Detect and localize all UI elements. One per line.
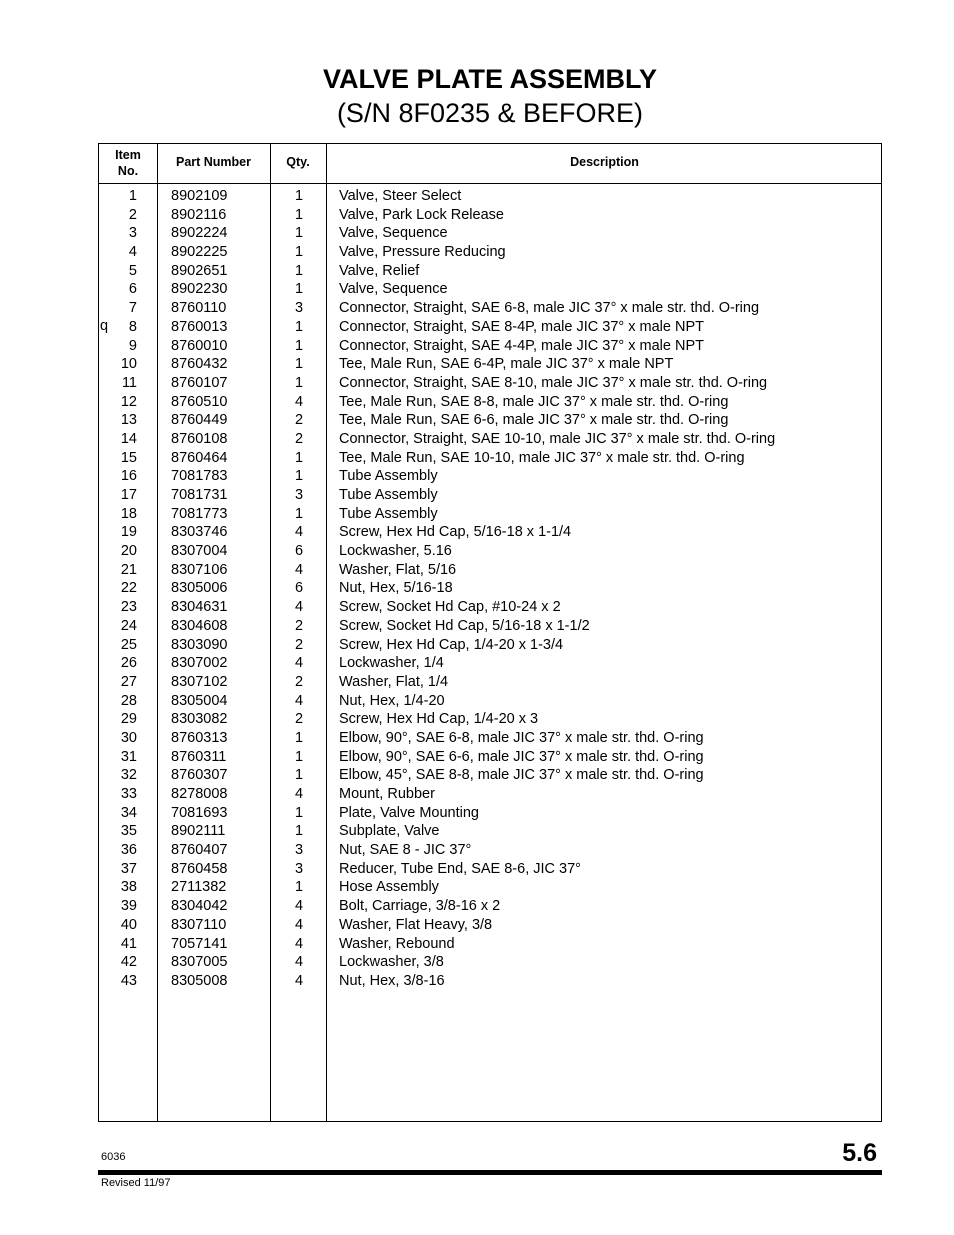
part-number: 8760108 <box>171 430 228 447</box>
quantity: 1 <box>294 206 304 223</box>
quantity: 1 <box>294 356 304 373</box>
part-number: 2711382 <box>171 879 227 896</box>
description: Washer, Flat, 5/16 <box>339 561 457 578</box>
part-number: 8760432 <box>171 356 228 373</box>
table-row <box>99 505 881 524</box>
header-description: Description <box>570 155 639 169</box>
revision-date: Revised 11/97 <box>101 1177 171 1189</box>
part-number: 7081773 <box>171 505 228 522</box>
description: Bolt, Carriage, 3/8-16 x 2 <box>339 898 501 915</box>
part-number: 8307106 <box>171 561 228 578</box>
description: Nut, SAE 8 - JIC 37° <box>339 842 472 859</box>
table-row <box>99 897 881 916</box>
item-number: 39 <box>120 898 137 915</box>
part-number: 8303090 <box>171 636 228 653</box>
description: Hose Assembly <box>339 879 439 896</box>
part-number: 8307004 <box>171 543 228 560</box>
table-row <box>99 785 881 804</box>
table-row <box>99 841 881 860</box>
table-row <box>99 822 881 841</box>
table-row <box>99 617 881 636</box>
quantity: 4 <box>294 786 304 802</box>
description: Washer, Rebound <box>339 935 455 952</box>
part-number: 8760458 <box>171 860 228 877</box>
header-item-no <box>99 147 157 179</box>
table-row <box>99 766 881 785</box>
part-number: 8307102 <box>171 673 228 690</box>
item-number: 16 <box>120 468 137 485</box>
description: Tube Assembly <box>339 468 438 485</box>
item-number: 3 <box>128 225 137 242</box>
item-number: 9 <box>128 337 137 354</box>
table-row <box>99 673 881 692</box>
item-number: 19 <box>120 524 137 541</box>
description: Connector, Straight, SAE 8-10, male JIC 37° x male str. thd. O-ring <box>339 374 768 391</box>
table-row <box>99 355 881 374</box>
quantity: 4 <box>294 898 304 915</box>
header-qty: Qty. <box>286 155 310 169</box>
item-number: 31 <box>120 748 137 765</box>
header-part-number: Part Number <box>175 155 252 169</box>
table-row <box>99 878 881 897</box>
part-number: 7057141 <box>171 935 228 952</box>
quantity: 2 <box>294 412 304 429</box>
description: Elbow, 45°, SAE 8-8, male JIC 37° x male str. thd. O-ring <box>339 767 704 784</box>
part-number: 7081693 <box>171 804 228 821</box>
table-row <box>99 692 881 711</box>
description: Lockwasher, 3/8 <box>339 954 444 971</box>
description: Tee, Male Run, SAE 8-8, male JIC 37° x male str. thd. O-ring <box>339 393 729 410</box>
quantity: 1 <box>294 823 304 840</box>
table-row <box>99 804 881 823</box>
description: Lockwasher, 5.16 <box>339 543 452 560</box>
description: Plate, Valve Mounting <box>339 804 479 821</box>
quantity: 4 <box>294 561 304 578</box>
table-row <box>99 430 881 449</box>
part-number: 8902109 <box>171 188 228 204</box>
item-number: 33 <box>120 786 137 802</box>
quantity: 1 <box>294 225 304 242</box>
part-number: 8304631 <box>171 599 228 616</box>
quantity: 4 <box>294 655 304 672</box>
table-row <box>99 299 881 318</box>
table-row <box>99 935 881 954</box>
table-row <box>99 393 881 412</box>
quantity: 1 <box>294 729 304 746</box>
item-number: 27 <box>120 673 137 690</box>
page-subtitle: (S/N 8F0235 & BEFORE) <box>336 98 644 128</box>
part-number: 8760313 <box>171 729 228 746</box>
description: Valve, Sequence <box>339 225 448 242</box>
header-divider <box>99 183 881 184</box>
quantity: 3 <box>294 487 304 503</box>
table-row <box>99 748 881 767</box>
part-number: 8902111 <box>171 823 226 840</box>
part-number: 8902224 <box>171 225 228 242</box>
quantity: 4 <box>294 954 304 971</box>
description: Mount, Rubber <box>339 786 435 802</box>
table-row <box>99 916 881 935</box>
item-number: 25 <box>120 636 137 653</box>
table-row <box>99 262 881 281</box>
item-number: 43 <box>120 972 137 989</box>
quantity: 4 <box>294 393 304 410</box>
table-row <box>99 318 881 337</box>
item-number: 2 <box>128 206 137 223</box>
part-number: 8760449 <box>171 412 228 429</box>
table-row <box>99 598 881 617</box>
part-number: 8304042 <box>171 898 228 915</box>
item-number: 15 <box>120 449 137 466</box>
item-number: 20 <box>120 543 137 560</box>
quantity: 2 <box>294 430 304 447</box>
table-row <box>99 449 881 468</box>
item-number: 41 <box>120 935 137 952</box>
quantity: 1 <box>294 244 304 261</box>
document-number: 6036 <box>101 1151 126 1163</box>
description: Valve, Sequence <box>339 281 448 298</box>
row-marker: q <box>100 318 109 334</box>
part-number: 8902651 <box>171 262 228 279</box>
table-row <box>99 486 881 505</box>
part-number: 8303746 <box>171 524 228 541</box>
quantity: 1 <box>294 188 304 204</box>
quantity: 6 <box>294 580 304 597</box>
description: Subplate, Valve <box>339 823 440 840</box>
table-row <box>99 411 881 430</box>
table-row <box>99 561 881 580</box>
table-row <box>99 710 881 729</box>
table-row <box>99 337 881 356</box>
quantity: 4 <box>294 972 304 989</box>
description: Screw, Socket Hd Cap, #10-24 x 2 <box>339 599 561 616</box>
item-number: 11 <box>121 374 137 391</box>
description: Tee, Male Run, SAE 6-6, male JIC 37° x male str. thd. O-ring <box>339 412 729 429</box>
table-row <box>99 243 881 262</box>
item-number: 18 <box>120 505 137 522</box>
item-number: 6 <box>128 281 137 298</box>
quantity: 6 <box>294 543 304 560</box>
table-row <box>99 467 881 486</box>
table-row <box>99 953 881 972</box>
part-number: 8902116 <box>171 206 227 223</box>
description: Elbow, 90°, SAE 6-6, male JIC 37° x male str. thd. O-ring <box>339 748 704 765</box>
item-number: 4 <box>128 244 137 261</box>
quantity: 1 <box>294 748 304 765</box>
quantity: 2 <box>294 711 304 728</box>
description: Valve, Park Lock Release <box>339 206 504 223</box>
quantity: 2 <box>294 636 304 653</box>
part-number: 8760464 <box>171 449 228 466</box>
part-number: 8304608 <box>171 617 228 634</box>
table-row <box>99 654 881 673</box>
quantity: 1 <box>294 318 304 335</box>
header-no-label: No. <box>117 164 139 178</box>
header-item-label: Item <box>115 148 141 162</box>
table-row <box>99 523 881 542</box>
footer-rule <box>98 1170 882 1175</box>
item-number: 34 <box>120 804 137 821</box>
description: Washer, Flat, 1/4 <box>339 673 449 690</box>
page-number: 5.6 <box>842 1139 877 1167</box>
quantity: 4 <box>294 916 304 933</box>
quantity: 3 <box>294 842 304 859</box>
quantity: 3 <box>294 860 304 877</box>
quantity: 4 <box>294 935 304 952</box>
description: Connector, Straight, SAE 6-8, male JIC 37° x male str. thd. O-ring <box>339 300 760 317</box>
part-number: 8760311 <box>171 748 227 765</box>
quantity: 4 <box>294 692 304 709</box>
description: Tee, Male Run, SAE 10-10, male JIC 37° x male str. thd. O-ring <box>339 449 745 466</box>
description: Screw, Hex Hd Cap, 1/4-20 x 1-3/4 <box>339 636 564 653</box>
table-row <box>99 374 881 393</box>
item-number: 42 <box>120 954 137 971</box>
item-number: 29 <box>120 711 137 728</box>
quantity: 1 <box>294 374 304 391</box>
description: Valve, Pressure Reducing <box>339 244 506 261</box>
item-number: 37 <box>120 860 137 877</box>
quantity: 1 <box>294 804 304 821</box>
part-number: 8760407 <box>171 842 228 859</box>
item-number: 26 <box>120 655 137 672</box>
quantity: 1 <box>294 281 304 298</box>
description: Connector, Straight, SAE 10-10, male JIC 37° x male str. thd. O-ring <box>339 430 776 447</box>
item-number: 10 <box>120 356 137 373</box>
quantity: 1 <box>294 449 304 466</box>
part-number: 8760107 <box>171 374 228 391</box>
part-number: 8305004 <box>171 692 228 709</box>
item-number: 21 <box>120 561 137 578</box>
description: Screw, Hex Hd Cap, 1/4-20 x 3 <box>339 711 539 728</box>
table-row <box>99 579 881 598</box>
quantity: 3 <box>294 300 304 317</box>
item-number: 35 <box>120 823 137 840</box>
description: Nut, Hex, 1/4-20 <box>339 692 445 709</box>
description: Tube Assembly <box>339 487 438 503</box>
item-number: 17 <box>120 487 137 503</box>
table-row <box>99 224 881 243</box>
item-number: 32 <box>120 767 137 784</box>
part-number: 7081731 <box>171 487 228 503</box>
description: Screw, Hex Hd Cap, 5/16-18 x 1-1/4 <box>339 524 572 541</box>
item-number: 13 <box>120 412 137 429</box>
part-number: 8760010 <box>171 337 228 354</box>
description: Screw, Socket Hd Cap, 5/16-18 x 1-1/2 <box>339 617 590 634</box>
description: Elbow, 90°, SAE 6-8, male JIC 37° x male str. thd. O-ring <box>339 729 704 746</box>
table-row <box>99 187 881 206</box>
description: Valve, Steer Select <box>339 188 462 204</box>
table-row <box>99 280 881 299</box>
quantity: 2 <box>294 617 304 634</box>
table-row <box>99 636 881 655</box>
quantity: 1 <box>294 767 304 784</box>
description: Nut, Hex, 3/8-16 <box>339 972 445 989</box>
table-row <box>99 542 881 561</box>
part-number: 8760307 <box>171 767 228 784</box>
item-number: 8 <box>128 318 137 335</box>
item-number: 14 <box>120 430 137 447</box>
part-number: 8305008 <box>171 972 228 989</box>
description: Connector, Straight, SAE 4-4P, male JIC 37° x male NPT <box>339 337 704 354</box>
quantity: 2 <box>294 673 304 690</box>
item-number: 7 <box>128 300 137 317</box>
part-number: 8760510 <box>171 393 228 410</box>
item-number: 28 <box>120 692 137 709</box>
item-number: 5 <box>128 262 137 279</box>
description: Washer, Flat Heavy, 3/8 <box>339 916 493 933</box>
description: Connector, Straight, SAE 8-4P, male JIC 37° x male NPT <box>339 318 704 335</box>
part-number: 8303082 <box>171 711 228 728</box>
table-row <box>99 206 881 225</box>
quantity: 4 <box>294 599 304 616</box>
table-row <box>99 972 881 991</box>
item-number: 24 <box>120 617 137 634</box>
quantity: 1 <box>294 468 304 485</box>
description: Tube Assembly <box>339 505 438 522</box>
item-number: 38 <box>120 879 137 896</box>
part-number: 8307002 <box>171 655 228 672</box>
quantity: 4 <box>294 524 304 541</box>
part-number: 8902230 <box>171 281 228 298</box>
quantity: 1 <box>294 505 304 522</box>
description: Valve, Relief <box>339 262 420 279</box>
table-body <box>99 187 881 991</box>
page-title: VALVE PLATE ASSEMBLY <box>322 64 658 94</box>
quantity: 1 <box>294 879 304 896</box>
part-number: 8760013 <box>171 318 228 335</box>
item-number: 22 <box>120 580 137 597</box>
quantity: 1 <box>294 337 304 354</box>
part-number: 8278008 <box>171 786 228 802</box>
table-row <box>99 860 881 879</box>
part-number: 8307005 <box>171 954 228 971</box>
part-number: 8307110 <box>171 916 227 933</box>
table-row <box>99 729 881 748</box>
item-number: 30 <box>120 729 137 746</box>
description: Reducer, Tube End, SAE 8-6, JIC 37° <box>339 860 581 877</box>
item-number: 40 <box>120 916 137 933</box>
item-number: 23 <box>120 599 137 616</box>
part-number: 8305006 <box>171 580 228 597</box>
item-number: 36 <box>120 842 137 859</box>
item-number: 1 <box>128 188 137 204</box>
part-number: 8902225 <box>171 244 228 261</box>
parts-table <box>98 143 882 1122</box>
part-number: 7081783 <box>171 468 228 485</box>
description: Tee, Male Run, SAE 6-4P, male JIC 37° x male NPT <box>339 356 674 373</box>
part-number: 8760110 <box>171 300 227 317</box>
quantity: 1 <box>294 262 304 279</box>
description: Lockwasher, 1/4 <box>339 655 444 672</box>
description: Nut, Hex, 5/16-18 <box>339 580 453 597</box>
item-number: 12 <box>120 393 137 410</box>
